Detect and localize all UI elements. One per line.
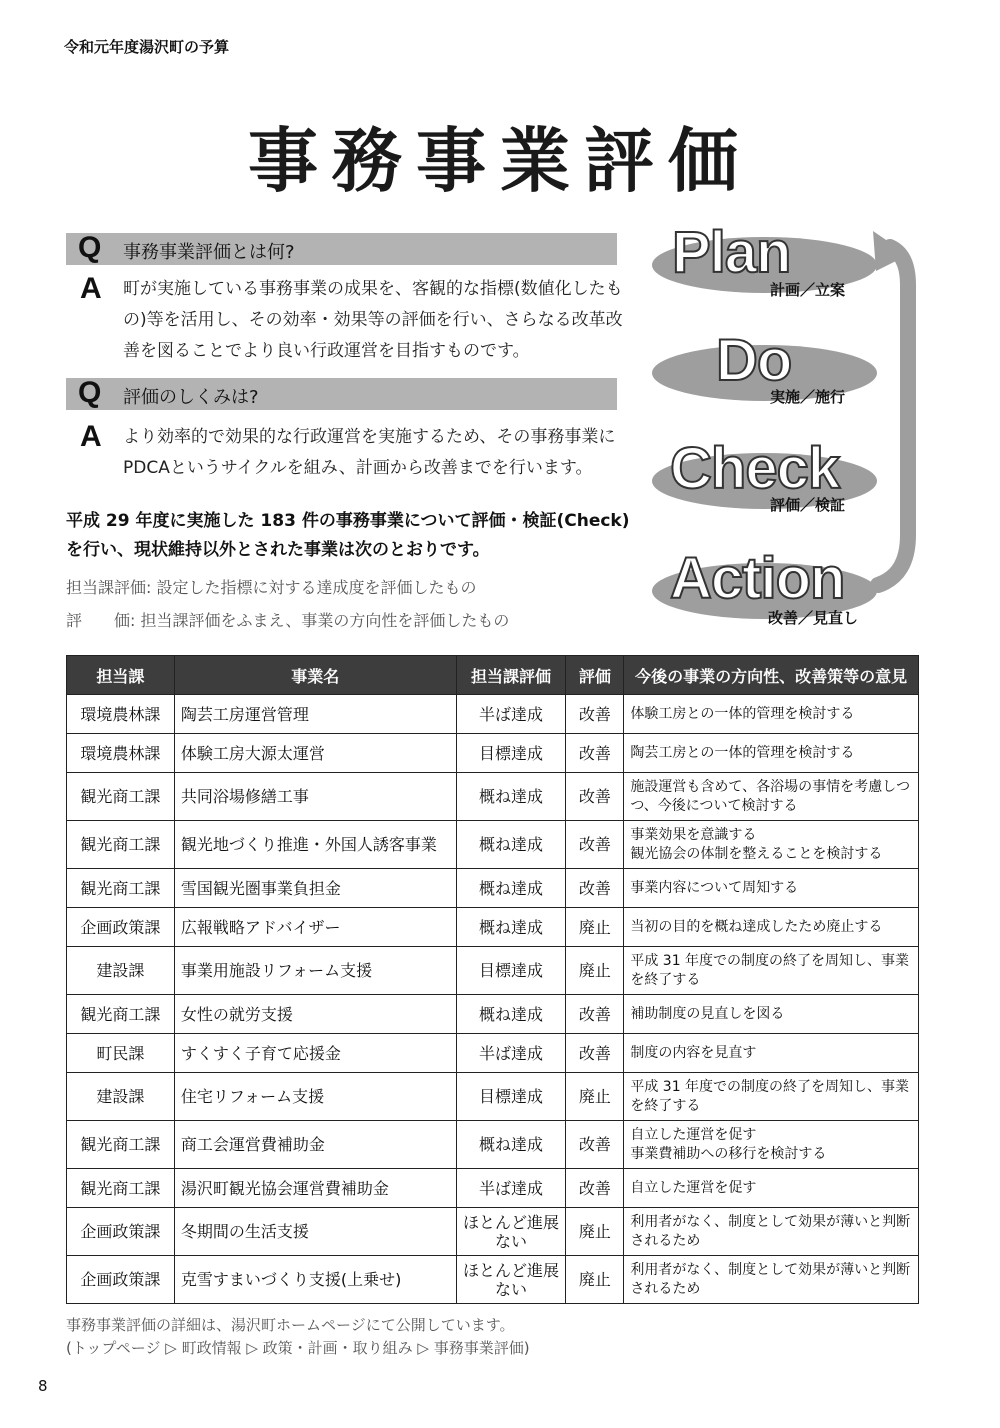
col-dept: 担当課	[67, 656, 175, 695]
table-row	[67, 695, 919, 734]
cell-dept-eval: 目標達成	[456, 1073, 566, 1121]
cell-dept: 観光商工課	[67, 821, 175, 869]
cell-project: 陶芸工房運営管理	[174, 695, 456, 734]
cell-eval: 廃止	[566, 1208, 624, 1256]
table-row	[67, 773, 919, 821]
cell-dept: 環境農林課	[67, 734, 175, 773]
cell-dept: 企画政策課	[67, 908, 175, 947]
cell-dept: 観光商工課	[67, 869, 175, 908]
cell-project: 湯沢町観光協会運営費補助金	[174, 1169, 456, 1208]
cell-opinion: 自立した運営を促す 事業費補助への移行を検討する	[624, 1121, 919, 1169]
cell-opinion: 補助制度の見直しを図る	[624, 995, 919, 1034]
question-text: 事務事業評価とは何?	[123, 242, 295, 263]
cell-project: 冬期間の生活支援	[174, 1208, 456, 1256]
q-label: Q	[78, 231, 102, 264]
table-header-row	[67, 656, 919, 695]
cell-dept-eval: 半ば達成	[456, 1169, 566, 1208]
col-eval: 評価	[566, 656, 624, 695]
cell-opinion: 利用者がなく、制度として効果が薄いと判断されるため	[624, 1256, 919, 1304]
cell-dept-eval: 概ね達成	[456, 908, 566, 947]
table-row	[67, 908, 919, 947]
footer-line-2: (トップページ ▷ 町政情報 ▷ 政策・計画・取り組み ▷ 事務事業評価)	[66, 1339, 530, 1357]
cell-opinion: 自立した運営を促す	[624, 1169, 919, 1208]
question-bar-2	[66, 378, 617, 410]
cell-dept: 建設課	[67, 1073, 175, 1121]
answer-text: より効率的で効果的な行政運営を実施するため、その事務事業にPDCAというサイクルを組み、計画から改善までを行います。	[123, 427, 616, 478]
cell-eval: 改善	[566, 734, 624, 773]
page-header: 令和元年度湯沢町の予算	[64, 38, 230, 56]
question-text: 評価のしくみは?	[123, 387, 259, 408]
cell-opinion: 陶芸工房との一体的管理を検討する	[624, 734, 919, 773]
cell-project: 女性の就労支援	[174, 995, 456, 1034]
table-row	[67, 869, 919, 908]
table-row	[67, 821, 919, 869]
cell-project: 共同浴場修繕工事	[174, 773, 456, 821]
cell-opinion: 制度の内容を見直す	[624, 1034, 919, 1073]
cell-project: 広報戦略アドバイザー	[174, 908, 456, 947]
q-label: Q	[78, 376, 102, 409]
cell-project: 観光地づくり推進・外国人誘客事業	[174, 821, 456, 869]
cell-eval: 廃止	[566, 1256, 624, 1304]
cell-dept-eval: ほとんど進展ない	[456, 1208, 566, 1256]
table-row	[67, 1169, 919, 1208]
a-label: A	[80, 272, 102, 305]
cell-dept: 観光商工課	[67, 1121, 175, 1169]
cell-project: 事業用施設リフォーム支援	[174, 947, 456, 995]
cell-dept: 観光商工課	[67, 773, 175, 821]
cell-opinion: 当初の目的を概ね達成したため廃止する	[624, 908, 919, 947]
cell-eval: 改善	[566, 995, 624, 1034]
cell-project: 雪国観光圏事業負担金	[174, 869, 456, 908]
table-row	[67, 1208, 919, 1256]
cell-opinion: 平成 31 年度での制度の終了を周知し、事業を終了する	[624, 947, 919, 995]
a-label: A	[80, 420, 102, 453]
col-project: 事業名	[174, 656, 456, 695]
cell-eval: 改善	[566, 1169, 624, 1208]
col-dept-eval: 担当課評価	[456, 656, 566, 695]
evaluation-table	[66, 655, 919, 1304]
cell-dept-eval: 半ば達成	[456, 695, 566, 734]
cell-eval: 改善	[566, 695, 624, 734]
col-opinion: 今後の事業の方向性、改善策等の意見	[624, 656, 919, 695]
note-eval: 評 価: 担当課評価をふまえ、事業の方向性を評価したもの	[66, 611, 510, 630]
cell-eval: 改善	[566, 1121, 624, 1169]
check-sub: 評価／検証	[770, 496, 846, 514]
cell-opinion: 施設運営も含めて、各浴場の事情を考慮しつつ、今後について検討する	[624, 773, 919, 821]
cell-dept-eval: 概ね達成	[456, 869, 566, 908]
table-row	[67, 947, 919, 995]
answer-text: 町が実施している事務事業の成果を、客観的な指標(数値化したもの)等を活用し、その効率・効果等の評価を行い、さらなる改革改善を図ることでより良い行政運営を目指すものです。	[123, 279, 623, 361]
cell-opinion: 事業内容について周知する	[624, 869, 919, 908]
cell-project: 住宅リフォーム支援	[174, 1073, 456, 1121]
cell-eval: 廃止	[566, 1073, 624, 1121]
footer-line-1: 事務事業評価の詳細は、湯沢町ホームページにて公開しています。	[66, 1316, 515, 1334]
cell-project: 体験工房大源太運営	[174, 734, 456, 773]
footer-note	[66, 1314, 530, 1360]
cell-eval: 改善	[566, 821, 624, 869]
cell-project: 克雪すまいづくり支援(上乗せ)	[174, 1256, 456, 1304]
cell-project: 商工会運営費補助金	[174, 1121, 456, 1169]
action-label: Action	[670, 546, 845, 611]
cell-dept-eval: 目標達成	[456, 947, 566, 995]
cell-project: すくすく子育て応援金	[174, 1034, 456, 1073]
cell-dept-eval: 概ね達成	[456, 821, 566, 869]
cell-dept-eval: 目標達成	[456, 734, 566, 773]
cell-dept-eval: 概ね達成	[456, 1121, 566, 1169]
cell-dept: 観光商工課	[67, 1169, 175, 1208]
cell-dept-eval: 概ね達成	[456, 995, 566, 1034]
cell-eval: 廃止	[566, 947, 624, 995]
check-label: Check	[670, 436, 840, 501]
do-label: Do	[716, 328, 792, 393]
cell-eval: 改善	[566, 773, 624, 821]
cell-opinion: 体験工房との一体的管理を検討する	[624, 695, 919, 734]
page-number: 8	[38, 1377, 48, 1395]
table-row	[67, 1073, 919, 1121]
cell-opinion: 事業効果を意識する 観光協会の体制を整えることを検討する	[624, 821, 919, 869]
table-row	[67, 995, 919, 1034]
plan-label: Plan	[672, 220, 791, 285]
cell-dept: 企画政策課	[67, 1256, 175, 1304]
cell-dept: 環境農林課	[67, 695, 175, 734]
page-title: 事務事業評価	[248, 120, 752, 202]
cell-eval: 廃止	[566, 908, 624, 947]
cell-dept: 建設課	[67, 947, 175, 995]
cell-opinion: 平成 31 年度での制度の終了を周知し、事業を終了する	[624, 1073, 919, 1121]
note-dept-eval: 担当課評価: 設定した指標に対する達成度を評価したもの	[66, 578, 477, 597]
table-row	[67, 734, 919, 773]
action-sub: 改善／見直し	[768, 609, 859, 627]
cell-dept: 観光商工課	[67, 995, 175, 1034]
cell-dept: 町民課	[67, 1034, 175, 1073]
cell-dept-eval: ほとんど進展ない	[456, 1256, 566, 1304]
table-row	[67, 1121, 919, 1169]
cell-dept: 企画政策課	[67, 1208, 175, 1256]
question-bar-1	[66, 233, 617, 265]
cell-opinion: 利用者がなく、制度として効果が薄いと判断されるため	[624, 1208, 919, 1256]
pdca-diagram	[640, 215, 940, 635]
cell-dept-eval: 半ば達成	[456, 1034, 566, 1073]
summary-text: 平成 29 年度に実施した 183 件の事務事業について評価・検証(Check)を行い、現状維持以外とされた事業は次のとおりです。	[66, 511, 630, 560]
cell-eval: 改善	[566, 1034, 624, 1073]
table-row	[67, 1256, 919, 1304]
cell-dept-eval: 概ね達成	[456, 773, 566, 821]
table-row	[67, 1034, 919, 1073]
plan-sub: 計画／立案	[770, 281, 846, 299]
cell-eval: 改善	[566, 869, 624, 908]
do-sub: 実施／施行	[770, 388, 846, 406]
